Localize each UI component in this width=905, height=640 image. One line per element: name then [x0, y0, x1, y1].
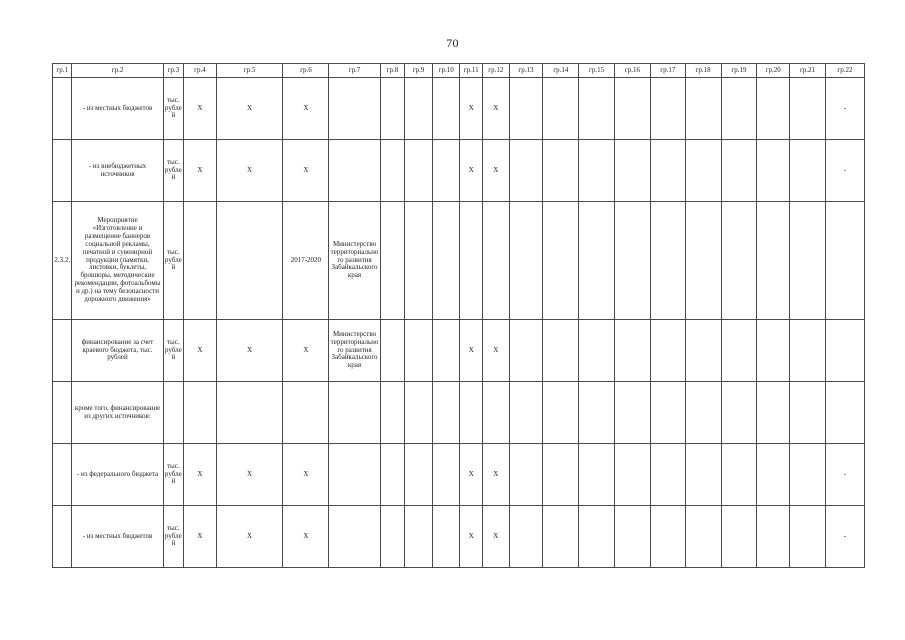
column-header: гр.9 — [405, 64, 433, 78]
table-cell — [380, 78, 405, 140]
row-unit: тыс. рублей — [163, 506, 183, 568]
table-cell — [721, 382, 757, 444]
table-cell — [329, 140, 380, 202]
table-cell — [460, 382, 483, 444]
table-cell — [405, 202, 433, 320]
table-row — [53, 140, 865, 202]
table-cell: X — [482, 78, 509, 140]
table-cell — [685, 78, 721, 140]
table-cell — [721, 140, 757, 202]
table-cell — [721, 506, 757, 568]
table-cell — [721, 320, 757, 382]
table-cell — [650, 382, 685, 444]
table-cell — [184, 382, 217, 444]
table-cell: - — [825, 506, 864, 568]
table-cell: X — [460, 78, 483, 140]
column-header: гр.11 — [460, 64, 483, 78]
column-header: гр.15 — [579, 64, 615, 78]
table-cell — [543, 202, 579, 320]
table-cell — [615, 382, 651, 444]
table-cell — [405, 140, 433, 202]
column-header: гр.5 — [216, 64, 283, 78]
table-cell — [790, 140, 826, 202]
column-header: гр.17 — [650, 64, 685, 78]
table-cell — [790, 444, 826, 506]
column-header: гр.4 — [184, 64, 217, 78]
table-cell — [482, 202, 509, 320]
table-cell — [615, 78, 651, 140]
table-cell — [405, 320, 433, 382]
row-label: - из внебюджетных источников — [72, 140, 163, 202]
table-cell: X — [460, 444, 483, 506]
table-row — [53, 506, 865, 568]
row-number — [53, 140, 72, 202]
column-header: гр.10 — [432, 64, 460, 78]
table-cell — [757, 444, 790, 506]
table-cell — [650, 320, 685, 382]
column-header: гр.3 — [163, 64, 183, 78]
table-cell — [543, 140, 579, 202]
table-cell — [405, 382, 433, 444]
row-number — [53, 382, 72, 444]
table-cell — [685, 320, 721, 382]
table-cell: X — [460, 506, 483, 568]
table-cell — [380, 444, 405, 506]
table-cell: X — [482, 140, 509, 202]
column-header: гр.7 — [329, 64, 380, 78]
table-cell — [615, 202, 651, 320]
table-cell — [543, 320, 579, 382]
table-cell — [432, 202, 460, 320]
table-cell — [579, 78, 615, 140]
table-cell — [509, 140, 543, 202]
table-cell — [432, 444, 460, 506]
column-header: гр.21 — [790, 64, 826, 78]
row-unit — [163, 382, 183, 444]
table-cell — [509, 202, 543, 320]
table-cell — [509, 78, 543, 140]
table-cell: X — [283, 78, 329, 140]
column-header: гр.20 — [757, 64, 790, 78]
table-cell — [509, 320, 543, 382]
table-cell — [615, 444, 651, 506]
table-cell — [380, 202, 405, 320]
table-cell — [579, 140, 615, 202]
row-unit: тыс. рублей — [163, 78, 183, 140]
table-cell: X — [216, 506, 283, 568]
header-row — [53, 64, 865, 78]
table-cell — [432, 78, 460, 140]
table-cell — [825, 320, 864, 382]
table-cell: X — [482, 444, 509, 506]
column-header: гр.8 — [380, 64, 405, 78]
table-cell — [825, 202, 864, 320]
table-cell — [757, 78, 790, 140]
table-cell — [460, 202, 483, 320]
table-cell — [685, 382, 721, 444]
table-cell — [329, 78, 380, 140]
table-cell — [380, 506, 405, 568]
table-cell: X — [184, 320, 217, 382]
table-cell — [790, 506, 826, 568]
table-cell — [184, 202, 217, 320]
table-cell — [405, 506, 433, 568]
table-cell: X — [184, 506, 217, 568]
table-cell — [283, 382, 329, 444]
column-header: гр.1 — [53, 64, 72, 78]
table-cell — [825, 382, 864, 444]
row-unit: тыс. рублей — [163, 444, 183, 506]
row-label: кроме того, финансирование из других источников: — [72, 382, 163, 444]
table-cell — [615, 506, 651, 568]
table-cell: X — [482, 320, 509, 382]
table-cell — [509, 444, 543, 506]
column-header: гр.16 — [615, 64, 651, 78]
table-cell — [757, 320, 790, 382]
table-cell: - — [825, 444, 864, 506]
table-cell — [685, 444, 721, 506]
table-cell: - — [825, 140, 864, 202]
table-cell: - — [825, 78, 864, 140]
table-cell — [509, 382, 543, 444]
page-number: 70 — [446, 36, 459, 50]
table-cell — [650, 78, 685, 140]
table-cell: X — [283, 444, 329, 506]
program-table — [52, 63, 865, 568]
table-cell — [685, 202, 721, 320]
row-number — [53, 444, 72, 506]
table-row — [53, 444, 865, 506]
table-row — [53, 320, 865, 382]
row-label: - из федерального бюджета — [72, 444, 163, 506]
table-cell — [482, 382, 509, 444]
table-cell — [790, 202, 826, 320]
table-cell — [650, 506, 685, 568]
table-row — [53, 202, 865, 320]
table-cell — [380, 382, 405, 444]
table-cell — [543, 506, 579, 568]
row-unit: тыс. рублей — [163, 140, 183, 202]
row-label: Мероприятие «Изготовление и размещение баннеров социальной рекламы, печатной и сувенирной продукции (памятки, листовки, буклеты, брошюры, методические рекомендации, фотоальбомы и др.) на тему безопасности дорожного движения» — [72, 202, 163, 320]
row-number — [53, 320, 72, 382]
table-cell — [757, 506, 790, 568]
table-cell — [579, 202, 615, 320]
table-cell — [329, 506, 380, 568]
table-cell — [790, 320, 826, 382]
column-header: гр.12 — [482, 64, 509, 78]
table-cell — [757, 202, 790, 320]
table-cell: X — [283, 320, 329, 382]
row-unit: тыс. рублей — [163, 202, 183, 320]
table-cell — [685, 140, 721, 202]
table-cell — [432, 140, 460, 202]
table-cell — [543, 78, 579, 140]
table-cell — [432, 382, 460, 444]
table-cell: Министерство территориального развития Забайкальского края — [329, 320, 380, 382]
column-header: гр.13 — [509, 64, 543, 78]
row-unit: тыс. рублей — [163, 320, 183, 382]
table-cell — [329, 382, 380, 444]
table-cell — [579, 444, 615, 506]
table-cell: X — [216, 444, 283, 506]
column-header: гр.2 — [72, 64, 163, 78]
row-number: 2.3.2. — [53, 202, 72, 320]
row-label: финансирование за счет краевого бюджета, тыс. рублей — [72, 320, 163, 382]
table-cell: X — [184, 140, 217, 202]
table-cell: X — [184, 78, 217, 140]
table-cell — [216, 382, 283, 444]
table-cell — [432, 320, 460, 382]
table-cell: X — [283, 506, 329, 568]
table-cell: X — [184, 444, 217, 506]
table-cell — [380, 320, 405, 382]
table-cell: X — [460, 140, 483, 202]
column-header: гр.18 — [685, 64, 721, 78]
table-cell — [721, 444, 757, 506]
row-label: - из местных бюджетов — [72, 78, 163, 140]
table-cell — [721, 78, 757, 140]
table-cell: X — [482, 506, 509, 568]
table-cell — [790, 382, 826, 444]
table-cell — [757, 140, 790, 202]
table-cell — [650, 140, 685, 202]
table-cell — [615, 140, 651, 202]
table-cell — [650, 202, 685, 320]
table-cell — [685, 506, 721, 568]
table-row — [53, 78, 865, 140]
column-header: гр.6 — [283, 64, 329, 78]
table-cell — [579, 506, 615, 568]
table-cell: 2017-2020 — [283, 202, 329, 320]
table-cell — [757, 382, 790, 444]
table-cell — [721, 202, 757, 320]
column-header: гр.19 — [721, 64, 757, 78]
table-cell — [790, 78, 826, 140]
table-cell — [509, 506, 543, 568]
row-number — [53, 78, 72, 140]
table-cell: X — [216, 320, 283, 382]
table-cell — [405, 78, 433, 140]
row-number — [53, 506, 72, 568]
table-cell — [405, 444, 433, 506]
table-cell — [380, 140, 405, 202]
table-cell — [329, 444, 380, 506]
table-cell: Министерство территориального развития Забайкальского края — [329, 202, 380, 320]
table-cell — [650, 444, 685, 506]
table-cell — [432, 506, 460, 568]
table-cell — [579, 382, 615, 444]
column-header: гр.14 — [543, 64, 579, 78]
table-cell — [615, 320, 651, 382]
table-row — [53, 382, 865, 444]
table-cell — [543, 444, 579, 506]
table-cell — [543, 382, 579, 444]
table-cell: X — [216, 140, 283, 202]
table-cell: X — [460, 320, 483, 382]
table-cell: X — [216, 78, 283, 140]
table-cell — [579, 320, 615, 382]
table-cell: X — [283, 140, 329, 202]
table-cell — [216, 202, 283, 320]
column-header: гр.22 — [825, 64, 864, 78]
row-label: - из местных бюджетов — [72, 506, 163, 568]
